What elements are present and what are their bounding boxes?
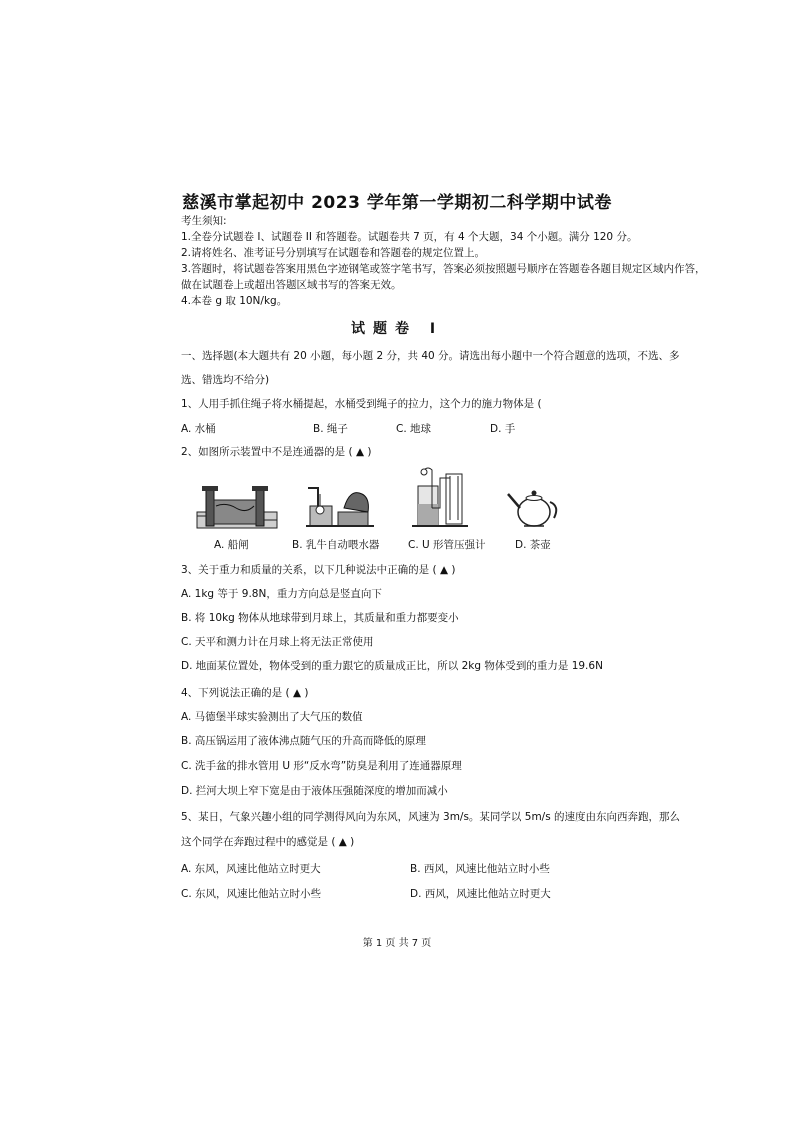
q5-option-d: D. 西风，风速比他站立时更大 (410, 888, 551, 900)
q4-option-a: A. 马德堡半球实验测出了大气压的数值 (181, 711, 363, 723)
notice-item-3: 3.答题时，将试题卷答案用黑色字迹钢笔或签字笔书写，答案必须按照题号顺序在答题卷各题目规定区域内作答， (181, 263, 706, 275)
q2-caption-a: A. 船闸 (214, 539, 249, 551)
q1-option-b: B. 绳子 (313, 423, 348, 435)
q5-option-b: B. 西风，风速比他站立时小些 (410, 863, 550, 875)
part-one-instructions: 一、选择题(本大题共有 20 小题，每小题 2 分，共 40 分。请选出每小题中一个符合题意的选项，不选、多 (181, 350, 680, 362)
teapot-figure (506, 484, 562, 530)
notice-item-4: 4.本卷 g 取 10N/kg。 (181, 295, 288, 307)
q2-caption-d: D. 茶壶 (515, 539, 551, 551)
part-one-instructions-cont: 选、错选均不给分) (181, 374, 270, 386)
cattle-water-feeder-figure (304, 484, 376, 530)
notice-item-2: 2.请将姓名、准考证号分别填写在试题卷和答题卷的规定位置上。 (181, 247, 486, 259)
q5-option-a: A. 东风，风速比他站立时更大 (181, 863, 321, 875)
u-tube-manometer-figure (410, 464, 470, 530)
q5-stem-cont: 这个同学在奔跑过程中的感觉是 ( ▲ ) (181, 836, 355, 848)
notice-item-1: 1.全卷分试题卷 I、试题卷 II 和答题卷。试题卷共 7 页，有 4 个大题，34 个小题。满分 120 分。 (181, 231, 638, 243)
q4-option-d: D. 拦河大坝上窄下宽是由于液体压强随深度的增加而减小 (181, 785, 448, 797)
ship-lock-figure (196, 484, 278, 530)
page-footer: 第 1 页 共 7 页 (362, 938, 432, 949)
q3-option-a: A. 1kg 等于 9.8N，重力方向总是竖直向下 (181, 588, 382, 600)
q2-caption-b: B. 乳牛自动喂水器 (292, 539, 380, 551)
q2-stem: 2、如图所示装置中不是连通器的是 ( ▲ ) (181, 446, 372, 458)
q3-option-d: D. 地面某位置处，物体受到的重力跟它的质量成正比，所以 2kg 物体受到的重力是 19.6N (181, 660, 603, 672)
q5-stem: 5、某日，气象兴趣小组的同学测得风向为东风，风速为 3m/s。某同学以 5m/s 的速度由东向西奔跑，那么 (181, 811, 681, 823)
section-title: 试题卷 I (350, 321, 444, 337)
q4-stem: 4、下列说法正确的是 ( ▲ ) (181, 687, 309, 699)
q1-option-d: D. 手 (490, 423, 516, 435)
q3-option-c: C. 天平和测力计在月球上将无法正常使用 (181, 636, 374, 648)
q3-stem: 3、关于重力和质量的关系，以下几种说法中正确的是 ( ▲ ) (181, 564, 456, 576)
exam-title: 慈溪市掌起初中 2023 学年第一学期初二科学期中试卷 (182, 193, 612, 213)
q4-option-c: C. 洗手盆的排水管用 U 形“反水弯”防臭是利用了连通器原理 (181, 760, 462, 772)
q3-option-b: B. 将 10kg 物体从地球带到月球上，其质量和重力都要变小 (181, 612, 459, 624)
notice-heading: 考生须知: (181, 215, 227, 227)
q4-option-b: B. 高压锅运用了液体沸点随气压的升高而降低的原理 (181, 735, 426, 747)
notice-item-3-cont: 做在试题卷上或超出答题区域书写的答案无效。 (181, 279, 402, 291)
q2-caption-c: C. U 形管压强计 (408, 539, 486, 551)
q1-option-c: C. 地球 (396, 423, 432, 435)
q1-option-a: A. 水桶 (181, 423, 216, 435)
q5-option-c: C. 东风，风速比他站立时小些 (181, 888, 322, 900)
q1-stem: 1、人用手抓住绳子将水桶提起，水桶受到绳子的拉力，这个力的施力物体是 ( (181, 398, 542, 410)
